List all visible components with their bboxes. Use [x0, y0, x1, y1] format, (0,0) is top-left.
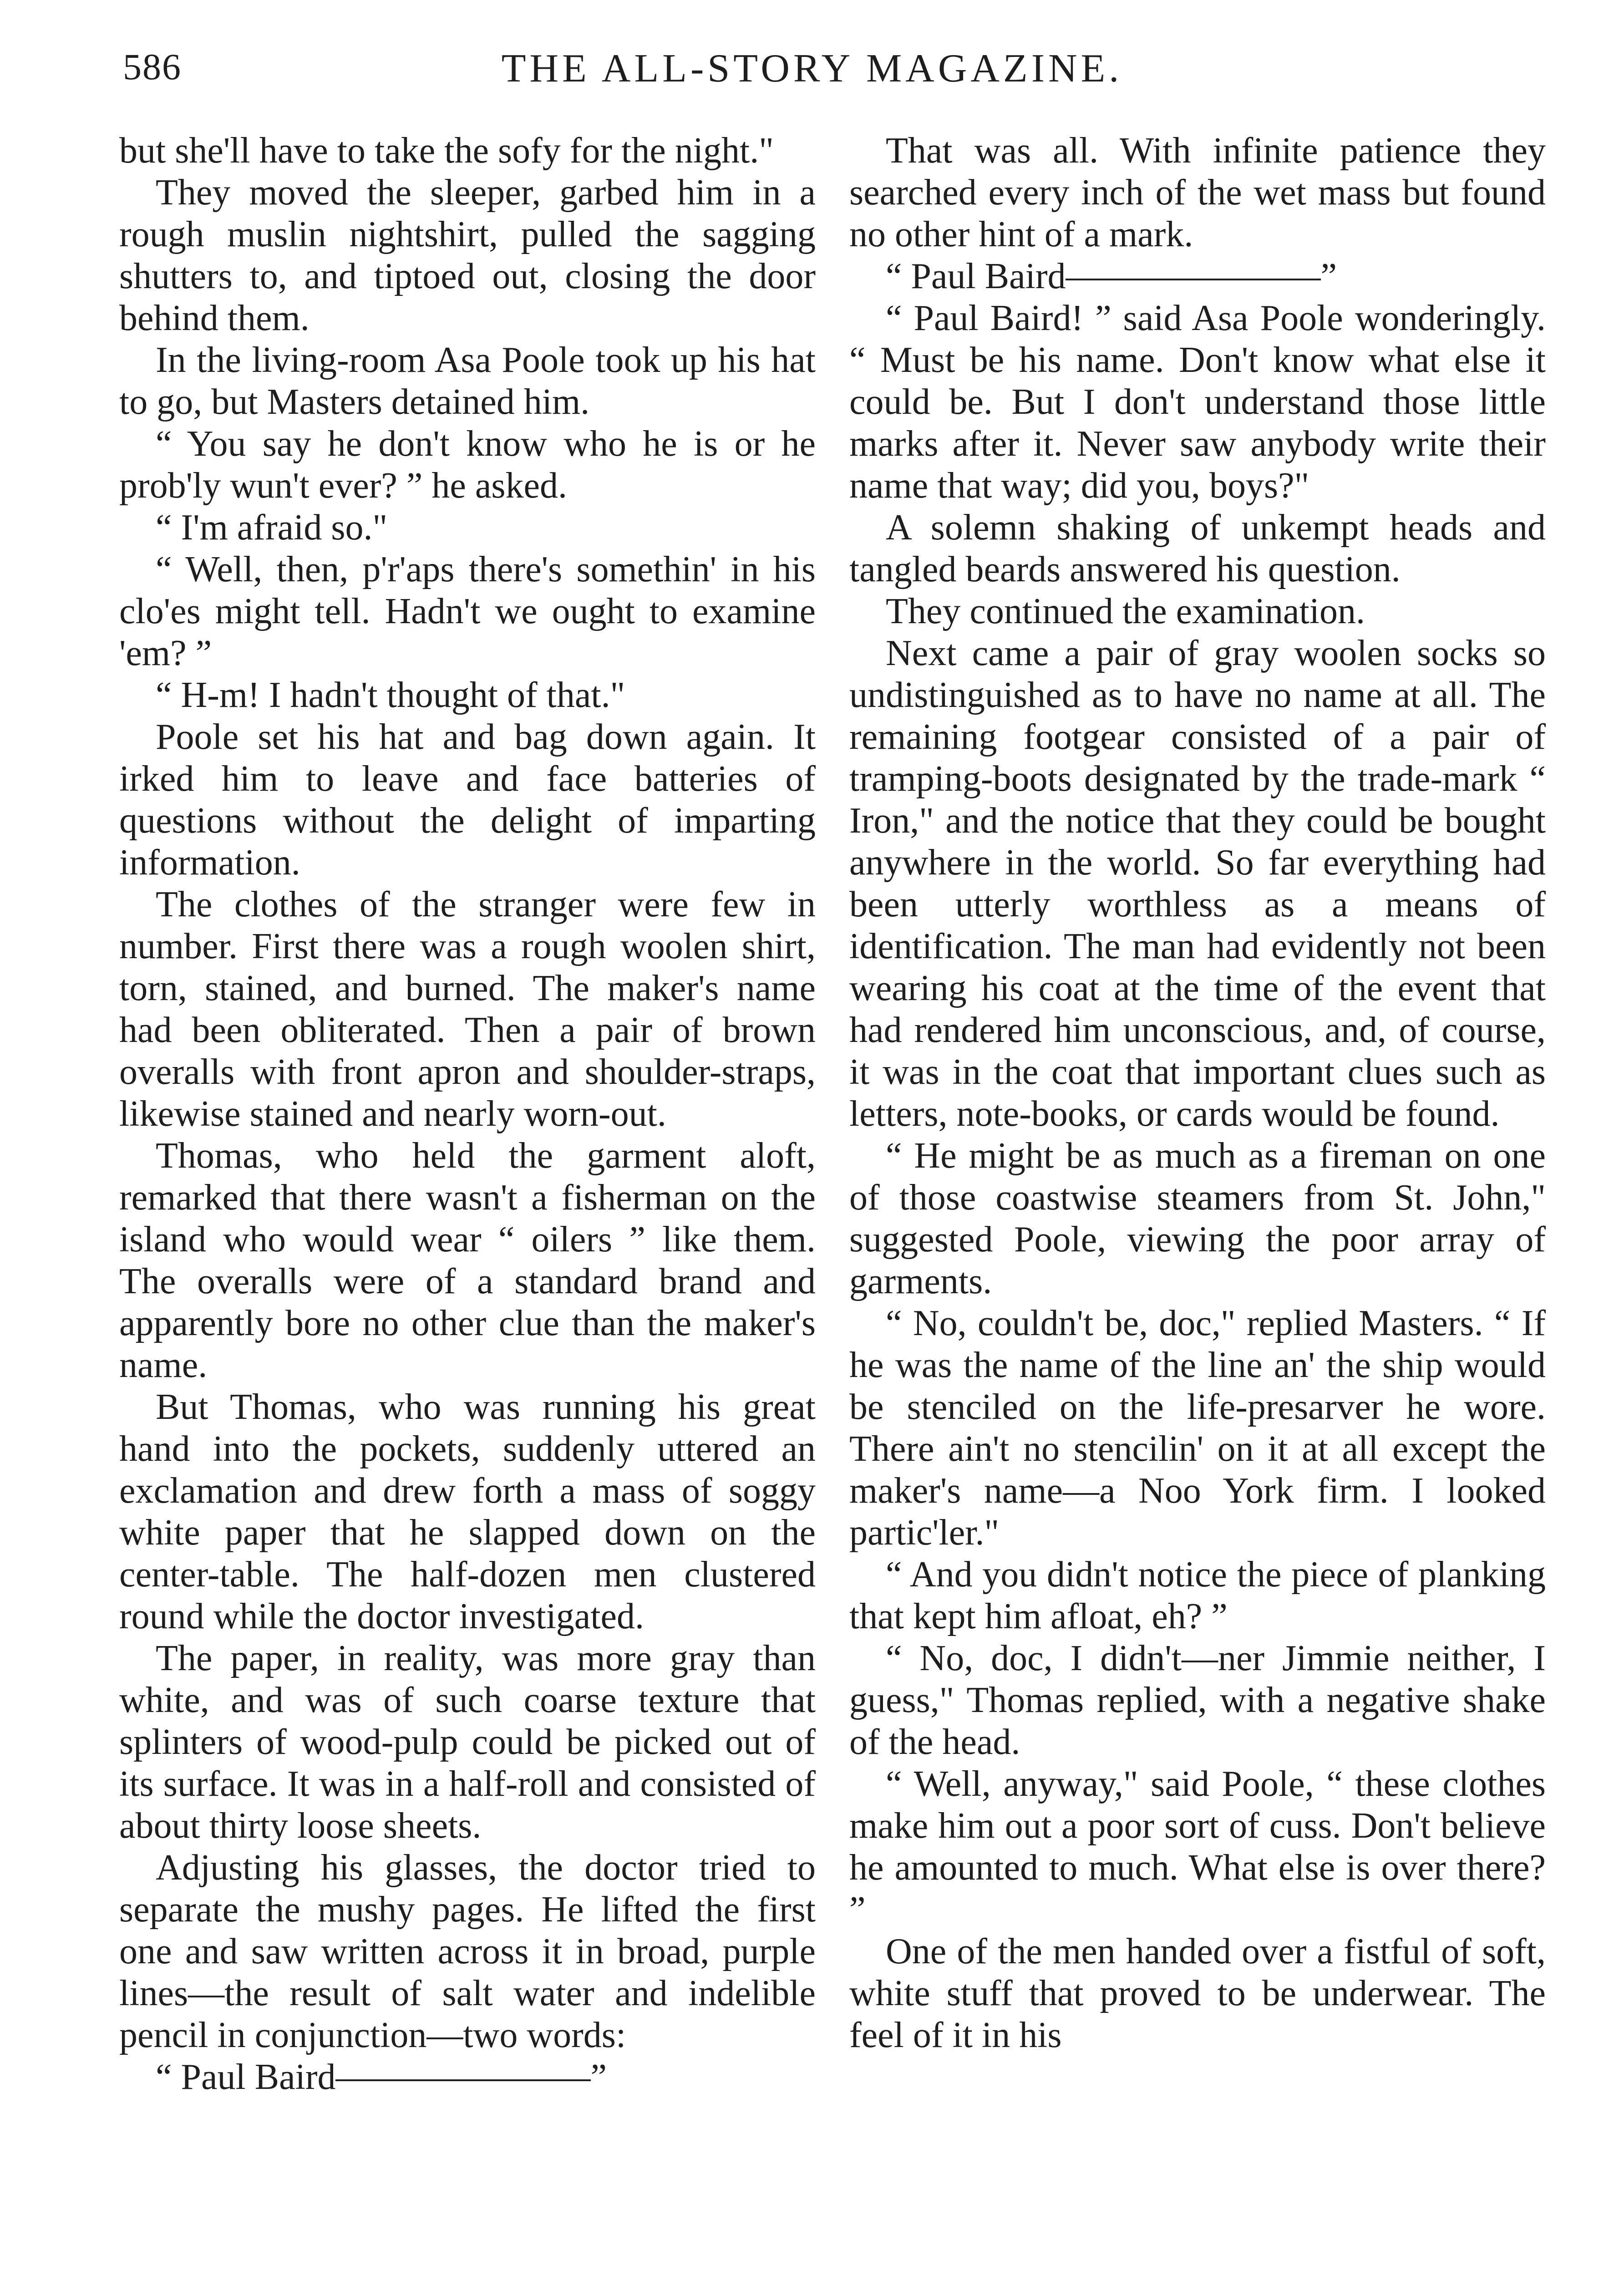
paragraph: One of the men handed over a fistful of soft, white stuff that proved to be underwear. The feel of it in his [849, 1931, 1546, 2055]
running-head: THE ALL-STORY MAGAZINE. [501, 46, 1123, 91]
paragraph: “ He might be as much as a fireman on one of those coastwise steamers from St. John," suggested Poole, viewing the poor array of garments. [849, 1136, 1546, 1301]
paragraph: That was all. With infinite patience they searched every inch of the wet mass but found no other hint of a mark. [849, 131, 1546, 254]
paragraph: “ Well, then, p'r'aps there's somethin' in his clo'es might tell. Hadn't we ought to examine 'em? ” [119, 549, 816, 673]
paragraph: “ Paul Baird! ” said Asa Poole wonderingly. “ Must be his name. Don't know what else it could be. But I don't understand those little marks after it. Never saw anybody write their name that way; did you, boys?" [849, 298, 1546, 506]
paragraph: In the living-room Asa Poole took up his hat to go, but Masters detained him. [119, 340, 816, 422]
page-number: 586 [123, 46, 182, 87]
paragraph: But Thomas, who was running his great hand into the pockets, suddenly uttered an exclamation and drew forth a mass of soggy white paper that he slapped down on the center-table. The half-dozen men clustered round while the doctor investigated. [119, 1387, 816, 1636]
paragraph: The paper, in reality, was more gray than white, and was of such coarse texture that splinters of wood-pulp could be picked out of its surface. It was in a half-roll and consisted of about thirty loose sheets. [119, 1638, 816, 1846]
paragraph: They continued the examination. [886, 591, 1365, 631]
paragraph: They moved the sleeper, garbed him in a rough muslin nightshirt, pulled the sagging shutters to, and tiptoed out, closing the door behind them. [119, 173, 816, 338]
paragraph: “ You say he don't know who he is or he prob'ly wun't ever? ” he asked. [119, 424, 816, 506]
left-column [119, 130, 816, 2276]
paragraph: “ Well, anyway," said Poole, “ these clothes make him out a poor sort of cuss. Don't believe he amounted to much. What else is over there? ” [849, 1764, 1546, 1930]
paragraph: “ Paul Baird———————” [156, 2057, 607, 2097]
paragraph: “ H-m! I hadn't thought of that." [156, 675, 625, 715]
paragraph: A solemn shaking of unkempt heads and tangled beards answered his question. [849, 508, 1546, 589]
paragraph: “ And you didn't notice the piece of planking that kept him afloat, eh? ” [849, 1555, 1546, 1636]
paragraph: but she'll have to take the sofy for the night." [119, 131, 774, 171]
right-column [849, 130, 1546, 2276]
paragraph: “ No, couldn't be, doc," replied Masters. “ If he was the name of the line an' the ship would be stenciled on the life-presarver he wore. There ain't no stencilin' on it at all except the maker's name—a Noo York firm. I looked partic'ler." [849, 1303, 1546, 1553]
paragraph: Next came a pair of gray woolen socks so undistinguished as to have no name at all. The remaining footgear consisted of a pair of tramping-boots designated by the trade-mark “ Iron," and the notice that they could be bought anywhere in the world. So far everything had been utterly worthless as a means of identification. The man had evidently not been wearing his coat at the time of the event that had rendered him unconscious, and, of course, it was in the coat that important clues such as letters, note-books, or cards would be found. [849, 633, 1546, 1134]
paragraph: “ I'm afraid so." [156, 508, 388, 548]
paragraph: The clothes of the stranger were few in number. First there was a rough woolen shirt, torn, stained, and burned. The maker's name had been obliterated. Then a pair of brown overalls with front apron and shoulder-straps, likewise stained and nearly worn-out. [119, 884, 816, 1134]
paragraph: Poole set his hat and bag down again. It irked him to leave and face batteries of questions without the delight of imparting information. [119, 717, 816, 883]
paragraph: “ No, doc, I didn't—ner Jimmie neither, I guess," Thomas replied, with a negative shake of the head. [849, 1638, 1546, 1762]
paragraph: Thomas, who held the garment aloft, remarked that there wasn't a fisherman on the island who would wear “ oilers ” like them. The overalls were of a standard brand and apparently bore no other clue than the maker's name. [119, 1136, 816, 1385]
paragraph: Adjusting his glasses, the doctor tried to separate the mushy pages. He lifted the first one and saw written across it in broad, purple lines—the result of salt water and indelible pencil in conjunction—two words: [119, 1848, 816, 2055]
paragraph: “ Paul Baird———————” [886, 256, 1337, 296]
